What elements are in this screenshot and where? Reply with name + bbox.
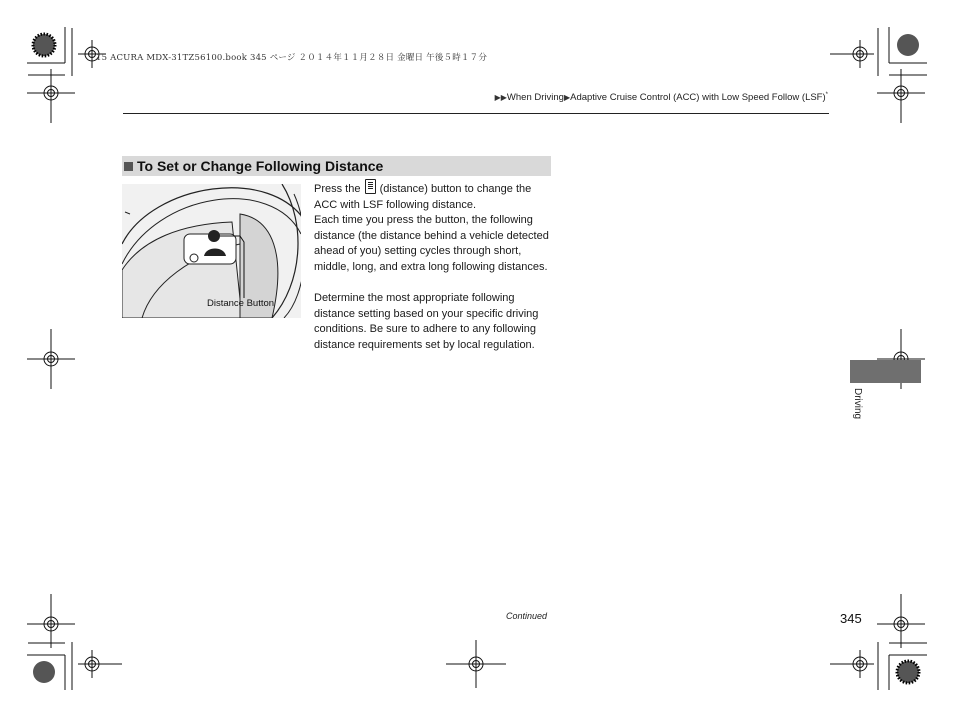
continued-label: Continued <box>506 611 548 621</box>
paragraph-3: Determine the most appropriate following distance setting based on your specific driving conditions. Be sure to adhere to any following distance requirements set by local regulation. <box>314 292 539 351</box>
distance-button-icon <box>365 179 376 194</box>
section-title: To Set or Change Following Distance <box>137 158 384 174</box>
header-rule <box>123 113 829 114</box>
section-square-icon <box>124 162 133 171</box>
paragraph-1 <box>314 179 554 213</box>
breadcrumb-arrows: ▶▶ <box>494 93 507 103</box>
breadcrumb-arrow: ▶ <box>563 93 571 103</box>
breadcrumb-part-1: When Driving <box>506 92 564 104</box>
body-text <box>314 179 554 354</box>
side-tab <box>850 360 921 383</box>
paragraph-2: Each time you press the button, the following distance (the distance behind a vehicle detected ahead of you) setting cycles through short, middle, long, and extra long following distances. <box>314 214 549 273</box>
paragraph-1-end: (distance) button to change the ACC with LSF following distance. <box>314 183 532 211</box>
breadcrumb <box>495 92 828 103</box>
side-tab-label: Driving <box>852 388 863 420</box>
breadcrumb-part-2: Adaptive Cruise Control (ACC) with Low Speed Follow (LSF) <box>570 92 826 104</box>
breadcrumb-footnote: * <box>825 92 828 98</box>
section-header <box>122 156 551 176</box>
page-number: 345 <box>840 611 862 626</box>
paragraph-1-start: Press the <box>314 183 361 195</box>
illustration-caption: Distance Button <box>207 298 275 309</box>
print-header: 15 ACURA MDX-31TZ56100.book 345 ページ ２０１４年１１月２８日 金曜日 午後５時１７分 <box>96 53 488 63</box>
